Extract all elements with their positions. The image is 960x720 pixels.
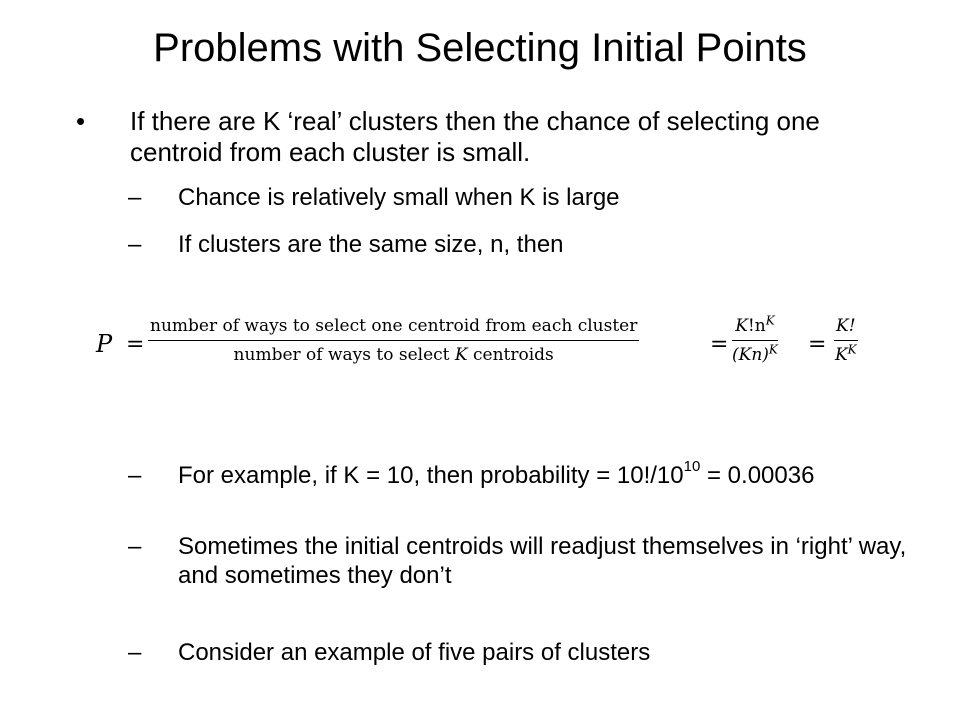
- fraction-simplified-numerator: K!: [834, 316, 858, 341]
- formula-equals: =: [126, 332, 145, 357]
- fraction-ways-numerator: number of ways to select one centroid from each cluster: [148, 316, 639, 341]
- fraction-factorial-numerator: [732, 313, 778, 341]
- exponent: 10: [683, 458, 701, 475]
- formula-equals: =: [710, 332, 729, 357]
- dash-marker: –: [128, 639, 142, 666]
- fraction-ways-denominator: [148, 341, 639, 365]
- dash-marker: –: [128, 533, 142, 560]
- fraction-ways: [148, 316, 639, 365]
- sub-item-text: [178, 458, 908, 490]
- num-k: K: [735, 316, 748, 336]
- den-k: K: [834, 345, 848, 365]
- formula-lhs: P: [96, 330, 113, 358]
- slide-title: Problems with Selecting Initial Points: [153, 26, 807, 70]
- fraction-factorial-denominator: [732, 341, 778, 365]
- probability-formula: [96, 313, 896, 376]
- sub-item-text: Chance is relatively small when K is large: [178, 184, 620, 211]
- main-bullet-text: If there are K ‘real’ clusters then the chance of selecting one centroid from each cluster is small.: [130, 106, 820, 167]
- fraction-simplified-denominator: [834, 341, 858, 365]
- num-exponent: K: [765, 313, 775, 328]
- fraction-simplified: [834, 316, 858, 365]
- den-exponent: K: [847, 342, 857, 357]
- den-exponent: K: [768, 342, 778, 357]
- fraction-factorial: [732, 313, 778, 365]
- example-text: For example, if K = 10, then probability = 10!/10: [178, 462, 684, 489]
- formula-equals: =: [808, 332, 827, 357]
- sub-item-text: Consider an example of five pairs of clusters: [178, 639, 651, 666]
- sub-item-text: Sometimes the initial centroids will readjust themselves in ‘right’ way, and sometimes they don’t: [178, 533, 907, 589]
- dash-marker: –: [128, 462, 142, 489]
- num-rest: !n: [747, 316, 766, 336]
- bullet-marker: •: [76, 106, 86, 136]
- example-result: = 0.00036: [700, 462, 815, 489]
- dash-marker: –: [128, 231, 142, 258]
- den-k: K: [454, 345, 468, 365]
- den-text-end: centroids: [467, 345, 554, 365]
- sub-item-text: If clusters are the same size, n, then: [178, 231, 564, 258]
- den-kn: (Kn): [732, 345, 769, 365]
- dash-marker: –: [128, 184, 142, 211]
- den-text: number of ways to select: [233, 345, 455, 365]
